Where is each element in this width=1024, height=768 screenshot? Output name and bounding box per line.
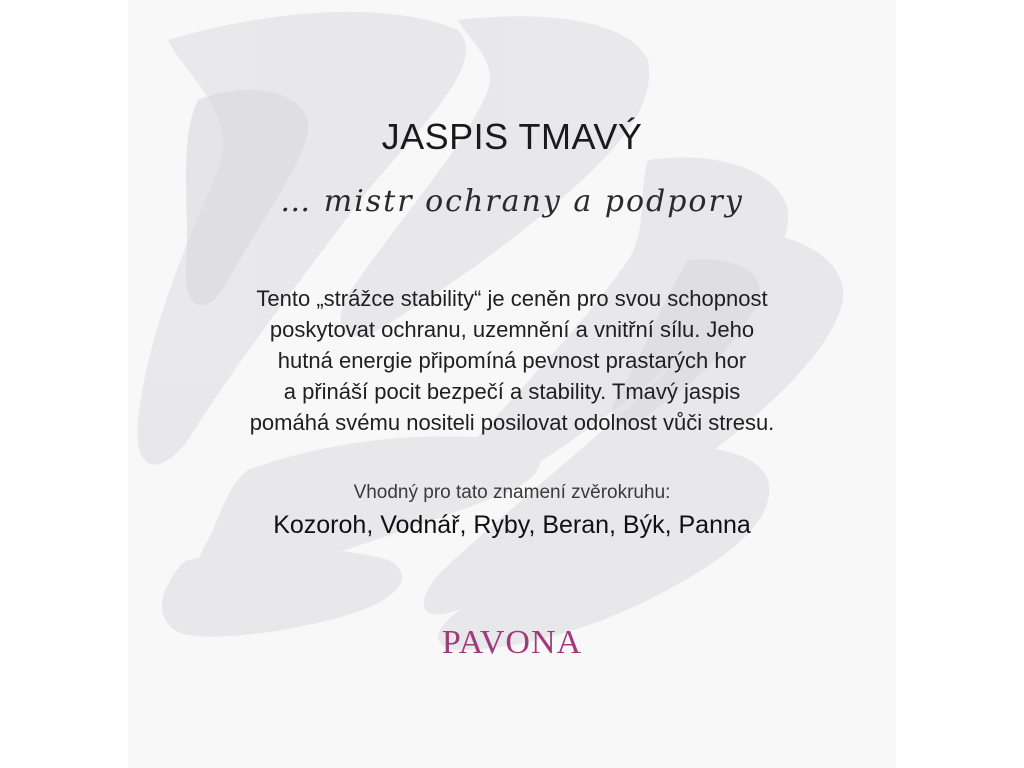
- description: [168, 283, 856, 438]
- page-title: JASPIS TMAVÝ: [381, 116, 643, 157]
- zodiac-label: Vhodný pro tato znamení zvěrokruhu:: [353, 482, 671, 503]
- description-line: a přináší pocit bezpečí a stability. Tmavý jaspis: [283, 379, 741, 404]
- brand-logo: PAVONA: [441, 624, 583, 661]
- description-line: pomáhá svému nositeli posilovat odolnost vůči stresu.: [249, 410, 775, 435]
- description-line: poskytovat ochranu, uzemnění a vnitřní sílu. Jeho: [269, 317, 755, 342]
- description-line: hutná energie připomíná pevnost prastarých hor: [277, 348, 747, 373]
- info-card: [128, 0, 896, 768]
- subtitle: … mistr ochrany a podpory: [280, 184, 744, 219]
- zodiac-signs: Kozoroh, Vodnář, Ryby, Beran, Býk, Panna: [273, 511, 751, 539]
- description-line: Tento „strážce stability“ je ceněn pro svou schopnost: [256, 286, 768, 311]
- card-content: [128, 0, 896, 768]
